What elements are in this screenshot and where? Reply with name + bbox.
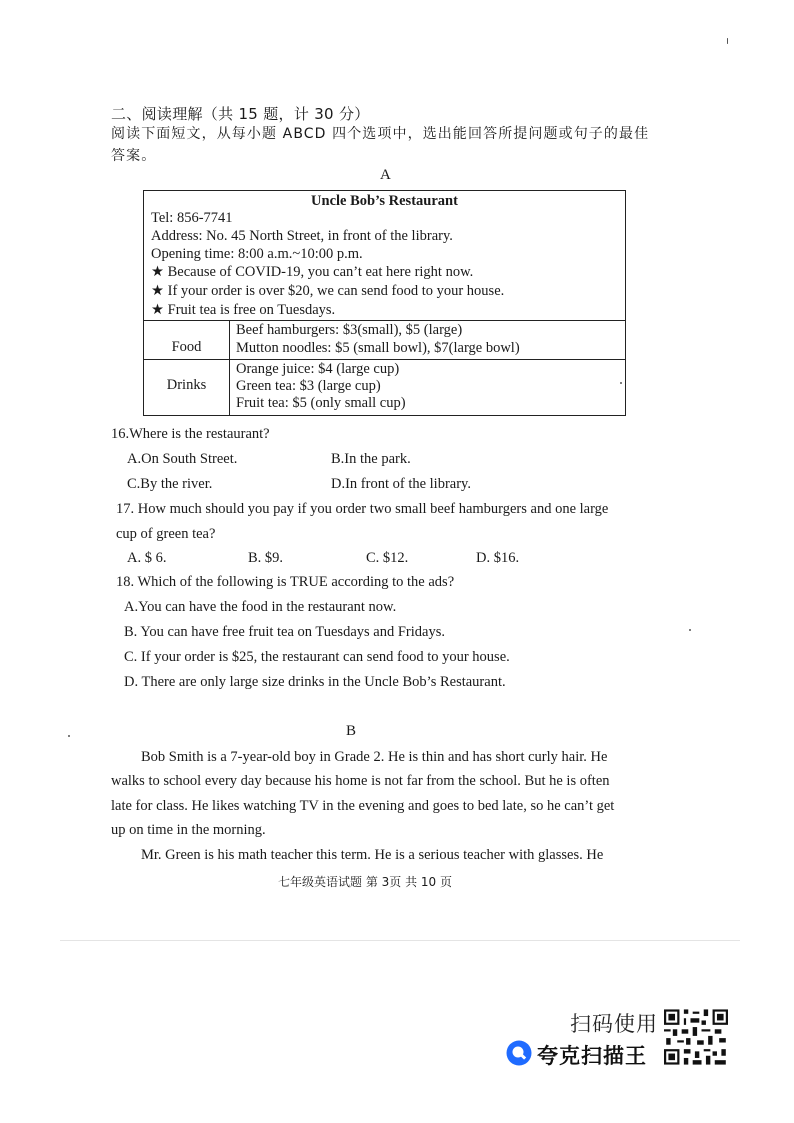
drink-item: Fruit tea: $5 (only small cup) xyxy=(236,395,406,411)
drink-item: Green tea: $3 (large cup) xyxy=(236,378,381,394)
food-item: Beef hamburgers: $3(small), $5 (large) xyxy=(236,322,463,338)
question-18-option-a: A.You can have the food in the restaurant now. xyxy=(124,599,397,615)
question-17-option-a: A. $ 6. xyxy=(127,550,167,566)
question-16-option-b: B.In the park. xyxy=(331,451,411,467)
question-16-option-a: A.On South Street. xyxy=(127,451,238,467)
drinks-label: Drinks xyxy=(166,377,207,393)
scan-speck xyxy=(68,735,70,737)
instruction-line-2: 答案。 xyxy=(111,148,157,164)
scan-watermark-text: 扫码使用 xyxy=(570,1012,658,1036)
scan-app-name: 夸克扫描王 xyxy=(537,1044,647,1068)
question-17-option-b: B. $9. xyxy=(248,550,284,566)
table-column-divider xyxy=(229,320,230,415)
question-17-option-c: C. $12. xyxy=(366,550,409,566)
scan-speck xyxy=(689,629,691,631)
question-18-option-b: B. You can have free fruit tea on Tuesdays and Fridays. xyxy=(124,624,445,640)
question-18-option-c: C. If your order is $25, the restaurant can send food to your house. xyxy=(124,649,510,665)
qr-code-icon xyxy=(664,1008,728,1066)
question-17-stem-line-2: cup of green tea? xyxy=(116,526,216,542)
passage-b-line: up on time in the morning. xyxy=(111,822,266,838)
passage-a-letter: A xyxy=(380,167,391,183)
food-label: Food xyxy=(171,339,202,355)
quark-logo-icon xyxy=(506,1040,532,1066)
ad-address: Address: No. 45 North Street, in front of the library. xyxy=(151,228,453,244)
passage-b-line: walks to school every day because his home is not far from the school. But he is often xyxy=(111,773,610,789)
passage-b-line: late for class. He likes watching TV in the evening and goes to bed late, so he can’t get xyxy=(111,798,615,814)
question-16-option-d: D.In front of the library. xyxy=(331,476,471,492)
restaurant-ad xyxy=(143,190,626,416)
question-16-option-c: C.By the river. xyxy=(127,476,213,492)
passage-b-line: Mr. Green is his math teacher this term. He is a serious teacher with glasses. He xyxy=(141,847,604,863)
scan-speck xyxy=(620,382,622,384)
page-footer: 七年级英语试题 第 3页 共 10 页 xyxy=(278,875,452,889)
ad-tel: Tel: 856-7741 xyxy=(151,210,233,226)
table-divider xyxy=(144,320,625,321)
scan-speck xyxy=(727,38,728,44)
question-16-stem: 16.Where is the restaurant? xyxy=(111,426,270,442)
ad-note: ★ If your order is over $20, we can send food to your house. xyxy=(151,283,505,299)
passage-b-letter: B xyxy=(346,723,357,739)
question-18-option-d: D. There are only large size drinks in the Uncle Bob’s Restaurant. xyxy=(124,674,506,690)
question-17-option-d: D. $16. xyxy=(476,550,520,566)
ad-note: ★ Fruit tea is free on Tuesdays. xyxy=(151,302,336,318)
food-item: Mutton noodles: $5 (small bowl), $7(large bowl) xyxy=(236,340,520,356)
instruction-line-1: 阅读下面短文，从每小题 ABCD 四个选项中，选出能回答所提问题或句子的最佳 xyxy=(111,126,650,142)
ad-note: ★ Because of COVID-19, you can’t eat here right now. xyxy=(151,264,474,280)
question-18-stem: 18. Which of the following is TRUE according to the ads? xyxy=(116,574,455,590)
drink-item: Orange juice: $4 (large cup) xyxy=(236,361,400,377)
question-17-stem-line-1: 17. How much should you pay if you order two small beef hamburgers and one large xyxy=(116,501,609,517)
table-divider xyxy=(144,359,625,360)
section-title: 二、阅读理解（共 15 题，计 30 分） xyxy=(111,105,370,123)
scan-edge-line xyxy=(60,940,740,941)
ad-opening-time: Opening time: 8:00 a.m.~10:00 p.m. xyxy=(151,246,363,262)
passage-b-line: Bob Smith is a 7-year-old boy in Grade 2. He is thin and has short curly hair. He xyxy=(141,749,608,765)
restaurant-name: Uncle Bob’s Restaurant xyxy=(311,193,458,209)
